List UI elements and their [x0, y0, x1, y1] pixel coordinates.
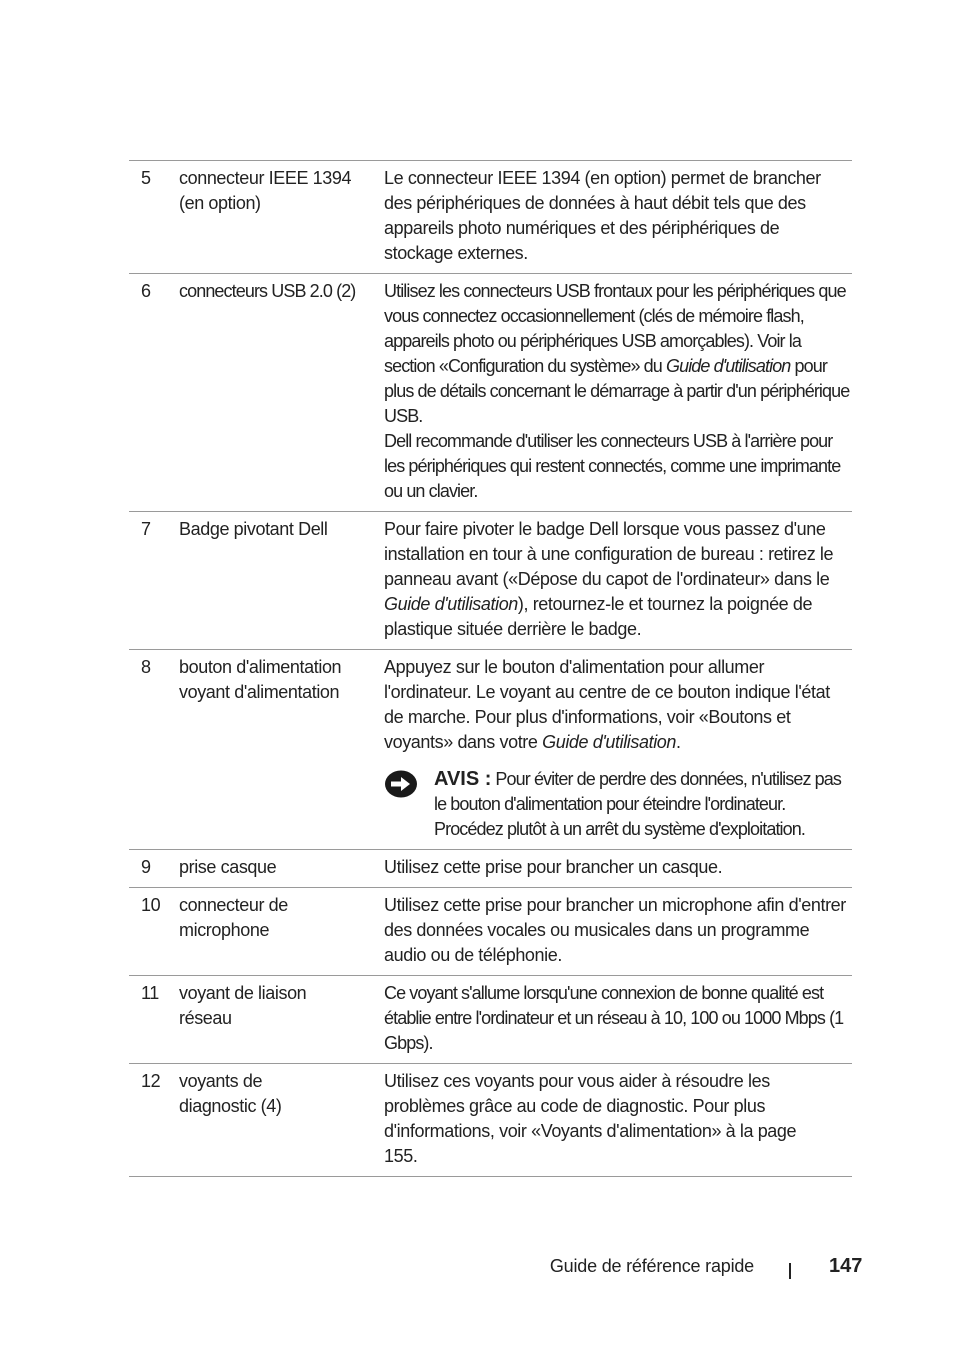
notice-label: AVIS :: [434, 768, 492, 790]
item-name: Badge pivotant Dell: [179, 519, 328, 539]
table-row: [129, 888, 852, 976]
guide-reference: Guide d'utilisation: [384, 594, 518, 614]
page-footer: [0, 1254, 954, 1284]
footer-divider: [789, 1263, 791, 1279]
component-table: [129, 160, 852, 1177]
description-part: Utilisez les connecteurs USB frontaux pour les périphériques que vous connectez occasionnellement (clés de mémoire flash, appareils photo ou périphériques USB amorçables). Voir la section «Configuration du système» du: [384, 281, 846, 376]
description-part: ), retournez-le et tournez la poignée de plastique située derrière le badge.: [384, 594, 813, 639]
table-row: [129, 850, 852, 888]
description-part: Appuyez sur le bouton d'alimentation pour allumer l'ordinateur. Le voyant au centre de ce bouton indique l'état de marche. Pour plus d'informations, voir «Boutons et voyants» dans votre: [384, 657, 830, 752]
page-number: 147: [829, 1255, 863, 1277]
description-text: Utilisez cette prise pour brancher un casque.: [384, 857, 723, 877]
item-name: prise casque: [179, 857, 277, 877]
item-description: [384, 279, 852, 504]
notice-text: [434, 767, 852, 842]
item-description: [384, 655, 852, 842]
description-text: Le connecteur IEEE 1394 (en option) permet de brancher des périphériques de données à haut débit tels que des appareils photo numériques et des périphériques de stockage externes.: [384, 168, 821, 263]
item-number: 12: [141, 1071, 161, 1091]
table-row: [129, 274, 852, 512]
description-text: [384, 517, 852, 642]
table-row: [129, 161, 852, 274]
item-number: 9: [141, 857, 151, 877]
guide-reference: Guide d'utilisation: [542, 732, 677, 752]
table-row: [129, 1064, 852, 1177]
footer-title: Guide de référence rapide: [549, 1256, 754, 1276]
description-text: [384, 279, 852, 429]
description-text: [384, 655, 852, 755]
item-description: [384, 166, 852, 266]
table-row: [129, 976, 852, 1064]
notice-box: [384, 767, 852, 842]
item-description: [384, 1069, 852, 1169]
item-number: 11: [141, 983, 159, 1003]
item-number: 7: [141, 519, 151, 539]
item-description: [384, 893, 852, 968]
notice-body: Pour éviter de perdre des données, n'utilisez pas le bouton d'alimentation pour éteindre l'ordinateur. Procédez plutôt à un arrêt du système d'exploitation.: [434, 769, 841, 839]
item-name: connecteur de microphone: [179, 895, 288, 940]
description-text: Dell recommande d'utiliser les connecteurs USB à l'arrière pour les périphériques qui restent connectés, comme une imprimante ou un clavier.: [384, 431, 841, 501]
item-name: connecteurs USB 2.0 (2): [179, 281, 356, 301]
description-part: Pour faire pivoter le badge Dell lorsque vous passez d'une installation en tour à une configuration de bureau : retirez le panneau avant («Dépose du capot de l'ordinateur» dans le: [384, 519, 834, 589]
item-name: voyant de liaison réseau: [179, 983, 307, 1028]
item-name: bouton d'alimentation voyant d'alimentation: [179, 657, 342, 702]
item-name: voyants de diagnostic (4): [179, 1071, 282, 1116]
description-text: Utilisez cette prise pour brancher un microphone afin d'entrer des données vocales ou musicales dans un programme audio ou de téléphonie.: [384, 895, 846, 965]
item-number: 5: [141, 168, 151, 188]
item-description: [384, 517, 852, 642]
guide-reference: Guide d'utilisation: [666, 356, 791, 376]
description-text: Utilisez ces voyants pour vous aider à résoudre les problèmes grâce au code de diagnostic. Pour plus d'informations, voir «Voyants d'alimentation» à la page 155.: [384, 1071, 797, 1166]
table-row: [129, 650, 852, 850]
item-number: 10: [141, 895, 161, 915]
item-number: 6: [141, 281, 151, 301]
item-name: connecteur IEEE 1394 (en option): [179, 168, 352, 213]
item-number: 8: [141, 657, 151, 677]
description-part: .: [676, 732, 681, 752]
notice-arrow-icon: [384, 767, 434, 842]
item-description: [384, 855, 852, 880]
item-description: [384, 981, 852, 1056]
description-part: pour plus de détails concernant le démarrage à partir d'un périphérique USB.: [384, 356, 850, 426]
table-row: [129, 512, 852, 650]
description-text: Ce voyant s'allume lorsqu'une connexion de bonne qualité est établie entre l'ordinateur et un réseau à 10, 100 ou 1000 Mbps (1 Gbps).: [384, 983, 844, 1053]
